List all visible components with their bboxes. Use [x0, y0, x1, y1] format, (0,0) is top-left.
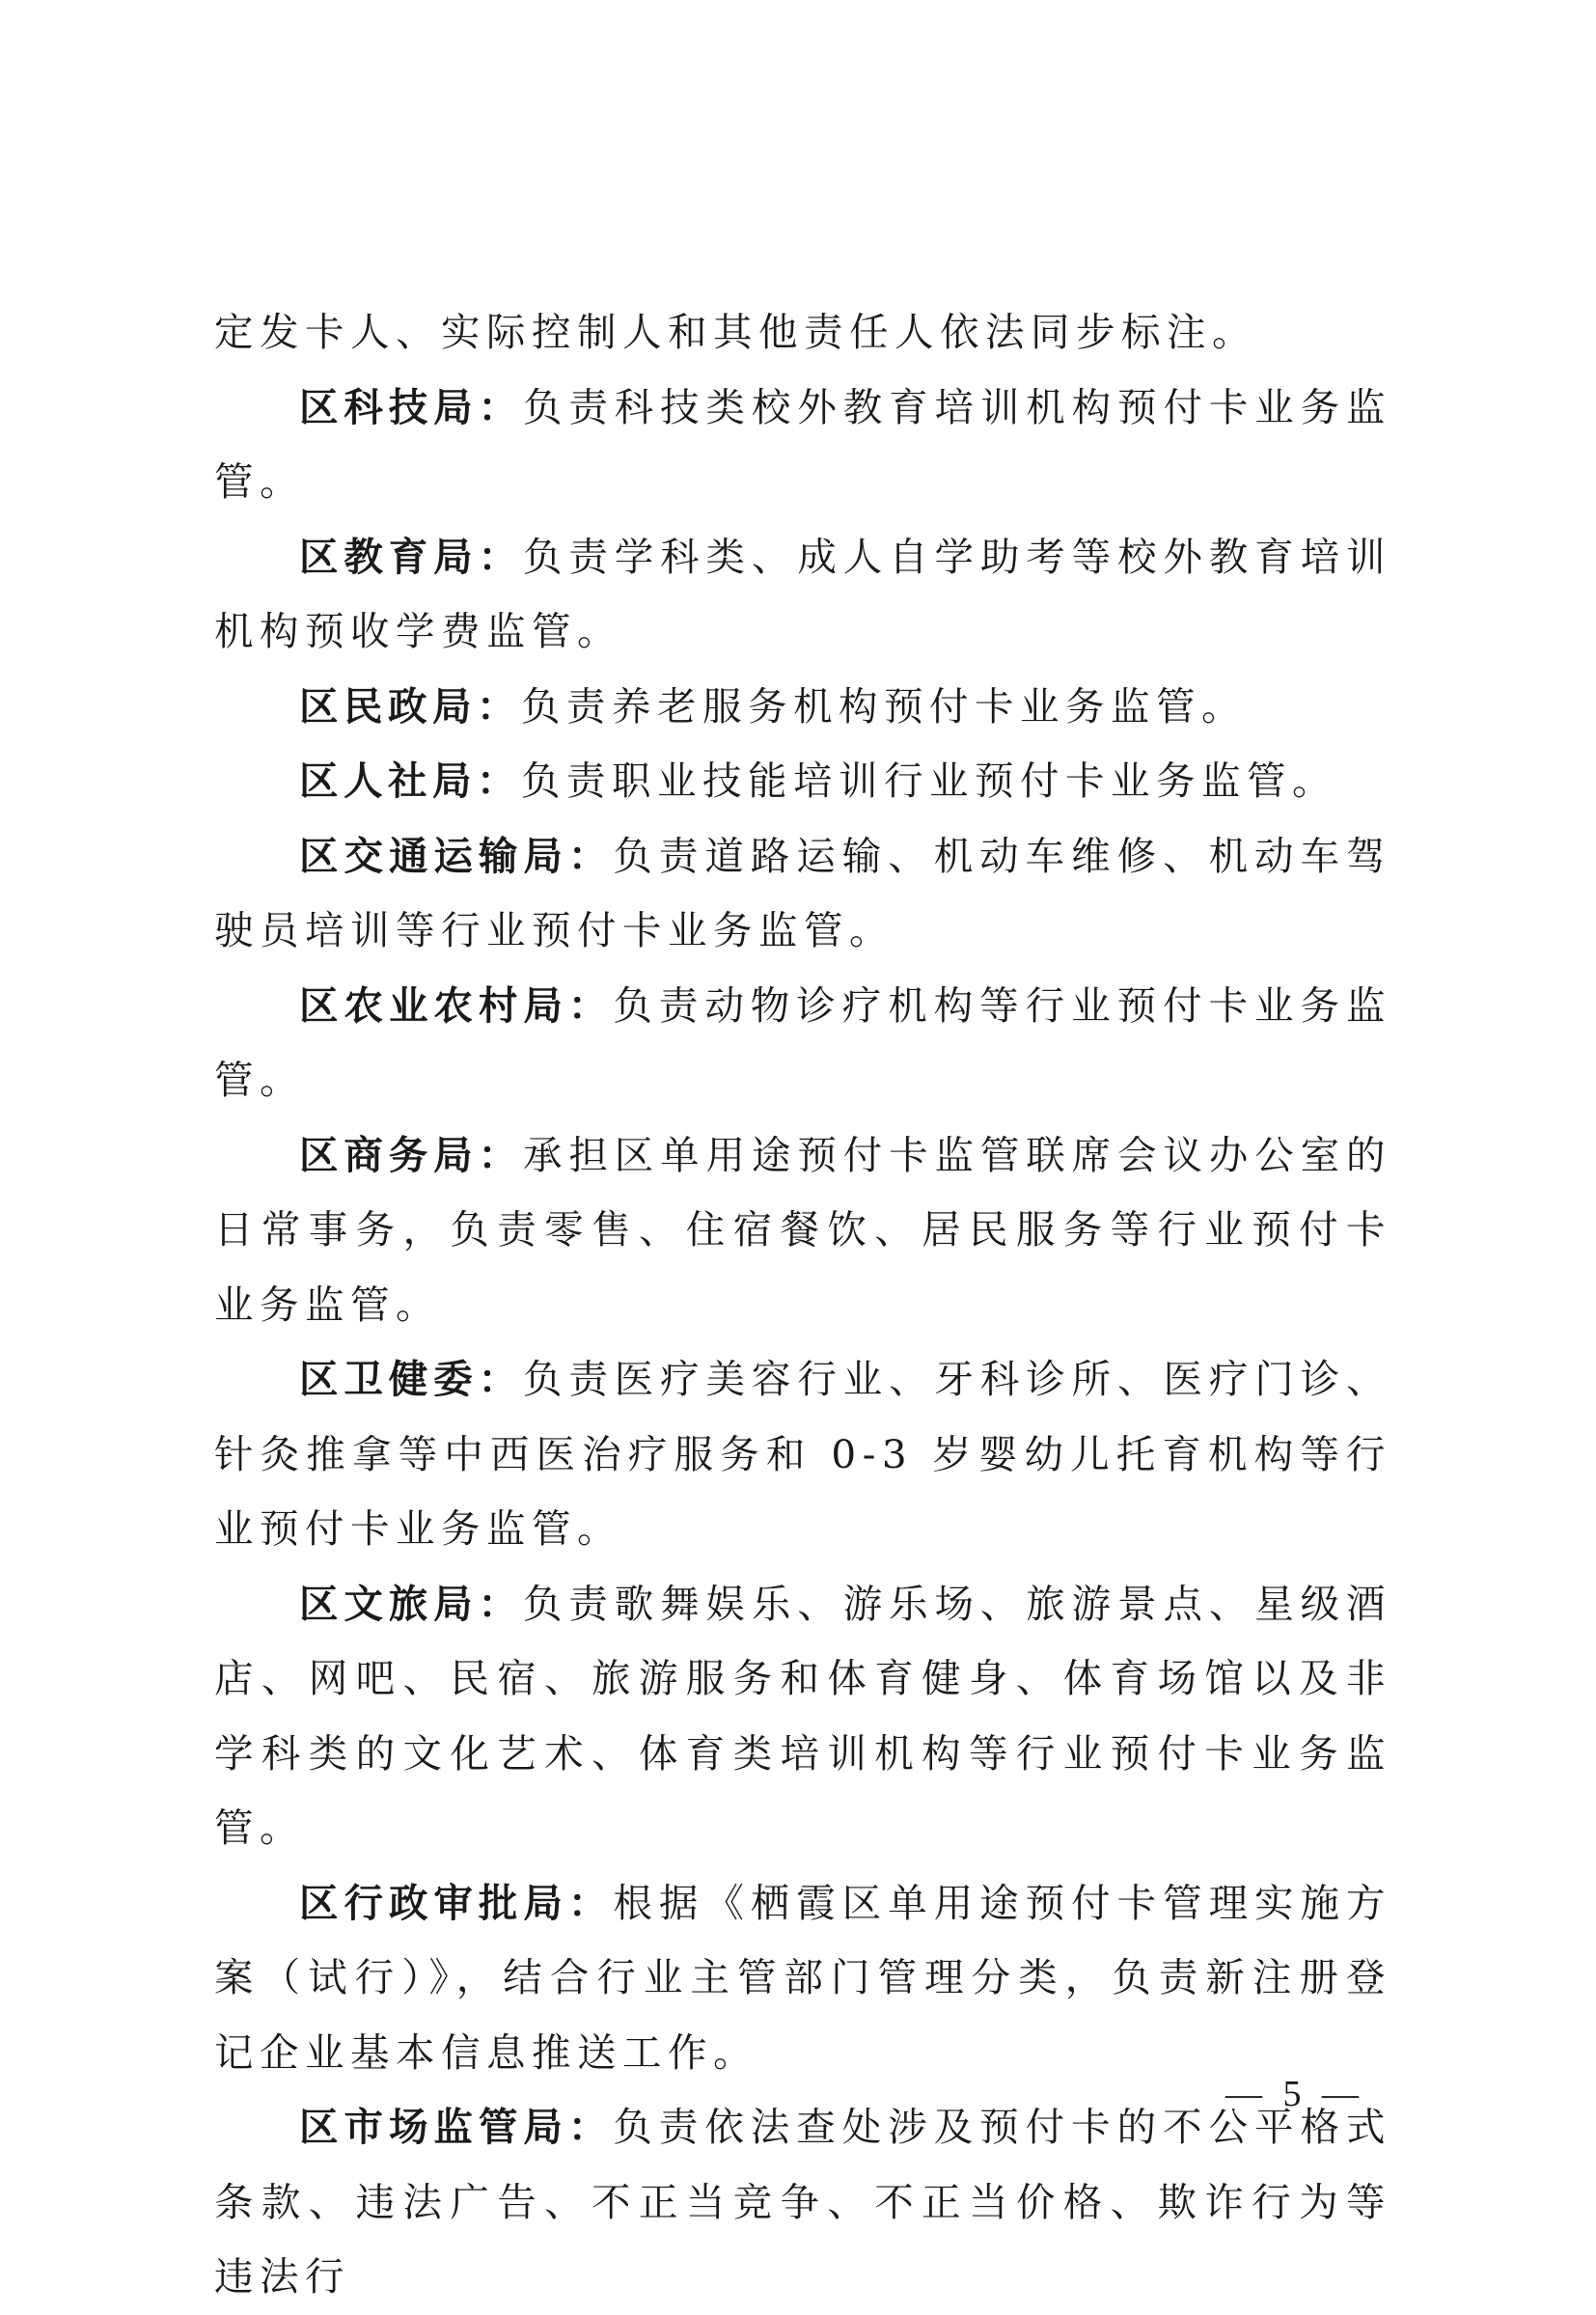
paragraph-civil-affairs-bureau	[214, 670, 1391, 745]
paragraph-text: 负责学科类、成人自学助考等校外教育培训机构预收学费监管。	[214, 533, 1392, 654]
agency-label: 区交通运输局：	[299, 832, 614, 879]
paragraph-health-commission	[214, 1342, 1391, 1567]
agency-label: 区行政审批局：	[299, 1879, 614, 1926]
agency-label: 区科技局：	[299, 383, 523, 430]
paragraph-text: 根据《栖霞区单用途预付卡管理实施方案（试行）》，结合行业主管部门管理分类，负责新注册登记企业基本信息推送工作。	[214, 1879, 1392, 2076]
agency-label: 区市场监管局：	[299, 2104, 614, 2150]
paragraph-administrative-approval-bureau	[214, 1866, 1391, 2091]
agency-label: 区教育局：	[299, 533, 523, 580]
paragraph-text: 负责动物诊疗机构等行业预付卡业务监管。	[214, 981, 1392, 1103]
agency-label: 区人社局：	[299, 758, 521, 804]
paragraph-culture-tourism-bureau	[214, 1567, 1391, 1866]
paragraph-education-bureau	[214, 520, 1391, 670]
agency-label: 区卫健委：	[299, 1356, 523, 1402]
paragraph-text: 负责养老服务机构预付卡业务监管。	[521, 682, 1247, 730]
paragraph-transport-bureau	[214, 819, 1391, 969]
paragraph-commerce-bureau	[214, 1118, 1391, 1343]
agency-label: 区农业农村局：	[299, 981, 614, 1029]
paragraph-agriculture-bureau	[214, 969, 1391, 1118]
paragraph-text: 承担区单用途预付卡监管联席会议办公室的日常事务，负责零售、住宿餐饮、居民服务等行业预付卡业务监管。	[214, 1131, 1392, 1328]
agency-label: 区商务局：	[299, 1131, 523, 1178]
paragraph-market-regulation-bureau	[214, 2090, 1391, 2315]
paragraph-text: 负责歌舞娱乐、游乐场、旅游景点、星级酒店、网吧、民宿、旅游服务和体育健身、体育场馆以及非学科类的文化艺术、体育类培训机构等行业预付卡业务监管。	[214, 1580, 1392, 1851]
paragraph-continuation	[214, 295, 1391, 371]
body-text	[214, 295, 1391, 2315]
paragraph-tech-bureau	[214, 371, 1391, 520]
paragraph-text: 负责职业技能培训行业预付卡业务监管。	[521, 758, 1337, 804]
paragraph-hr-social-security-bureau	[214, 744, 1391, 819]
paragraph-text: 负责依法查处涉及预付卡的不公平格式条款、违法广告、不正当竞争、不正当价格、欺诈行为等违法行	[214, 2104, 1392, 2300]
paragraph-text: 负责医疗美容行业、牙科诊所、医疗门诊、针灸推拿等中西医治疗服务和 0-3 岁婴幼儿托育机构等行业预付卡业务监管。	[214, 1356, 1392, 1552]
paragraph-text: 负责科技类校外教育培训机构预付卡业务监管。	[214, 383, 1392, 505]
agency-label: 区民政局：	[299, 682, 521, 730]
page-number: — 5 —	[1225, 2074, 1364, 2114]
paragraph-text: 负责道路运输、机动车维修、机动车驾驶员培训等行业预付卡业务监管。	[214, 832, 1392, 953]
paragraph-text: 定发卡人、实际控制人和其他责任人依法同步标注。	[214, 309, 1257, 355]
agency-label: 区文旅局：	[299, 1580, 523, 1627]
